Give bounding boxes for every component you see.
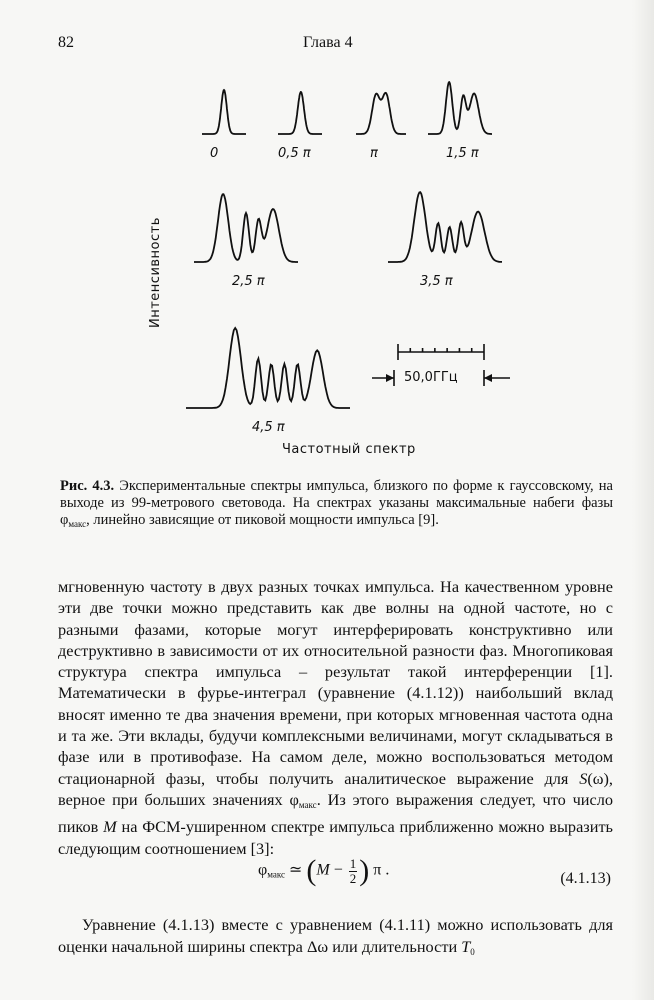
caption-text: Экспериментальные спектры импульса, близкого по форме к гауссовскому, на выходе из 99-метрового световода. На спектрах указаны максимальные набеги фазы φ (60, 478, 613, 528)
spectrum-1-5pi (428, 82, 492, 134)
panel-label: 4,5 π (252, 420, 285, 435)
panel-label: 2,5 π (232, 274, 265, 289)
symbol-s: S (579, 768, 588, 788)
eq-numerator: 1 (349, 855, 357, 871)
spectra-figure (150, 78, 570, 470)
eq-fraction (349, 857, 358, 886)
y-axis-label: Интенсивность (148, 217, 163, 328)
symbol-m: M (103, 817, 117, 837)
page-number: 82 (58, 34, 74, 51)
paragraph-text: . Из этого выражения следует, что число пиков (58, 789, 613, 837)
eq-relation: ≃ (285, 861, 307, 879)
spectrum-pi (356, 93, 406, 134)
x-axis-label: Частотный спектр (282, 442, 416, 457)
equation-body (258, 854, 389, 888)
caption-label: Рис. 4.3. (60, 478, 115, 494)
page-edge-shadow (632, 0, 654, 1000)
spectrum-0 (202, 90, 246, 134)
scale-bar-label: 50,0ГГц (404, 370, 458, 385)
panel-label: 1,5 π (446, 146, 479, 161)
panel-label: 3,5 π (420, 274, 453, 289)
equation-number: (4.1.13) (560, 870, 611, 887)
panel-label: 0 (210, 146, 219, 161)
body-paragraph-2 (58, 914, 613, 963)
symbol-t: T (461, 937, 471, 956)
eq-tail: π . (369, 861, 390, 879)
equation (58, 848, 613, 892)
page-header (58, 34, 614, 54)
eq-paren-left: ( (306, 854, 317, 887)
figure-caption (60, 478, 613, 533)
spectrum-3-5pi (388, 192, 502, 262)
paragraph-text: на ФСМ-уширенном спектре импульса приближенно можно выразить следующим соотношением [3]: (58, 817, 613, 858)
subscript: макс (298, 799, 317, 810)
spectrum-4-5pi (186, 328, 350, 408)
panel-label: 0,5 π (278, 146, 311, 161)
caption-text-end: , линейно зависящие от пиковой мощности импульса [9]. (86, 512, 439, 528)
figure (150, 78, 570, 470)
eq-minus: − (329, 861, 347, 879)
running-head: Глава 4 (303, 34, 353, 51)
paragraph-text: Уравнение (4.1.13) вместе с уравнением (4.1.11) можно использовать для оценки начальной ширины спектра Δω или длительности (58, 915, 613, 956)
body-paragraph (58, 576, 613, 859)
eq-lhs: φ (258, 861, 268, 879)
spectrum-2-5pi (194, 194, 298, 262)
eq-paren-right: ) (359, 854, 370, 887)
eq-m: M (316, 861, 330, 879)
caption-sub: макс (68, 519, 87, 529)
paragraph-text: (ω), верное при больших значениях φ (58, 768, 613, 809)
spectrum-0-5pi (278, 92, 322, 134)
eq-lhs-sub: макс (267, 869, 286, 880)
paragraph-text: мгновенную частоту в двух разных точках импульса. На качественном уровне эти две точки можно представить как две волны на одной частоте, но с разными фазами, которые могут интерферировать конструктивно или деструктивно в зависимости от их относительной разности фаз. Многопиковая структура спектра импульса – результат такой интерференции [1]. Математически в фурье-интеграл (уравнение (4.1.12)) наибольший вклад вносят именно те два значения времени, при которых мгновенная частота одна и та же. Эти вклады, будучи комплексными величинами, могут складываться в фазе или в противофазе. На самом деле, можно воспользоваться методом стационарной фазы, чтобы получить аналитическое выражение для (58, 577, 613, 788)
subscript: 0 (470, 947, 475, 957)
eq-denominator: 2 (349, 870, 357, 886)
panel-label: π (370, 146, 378, 161)
